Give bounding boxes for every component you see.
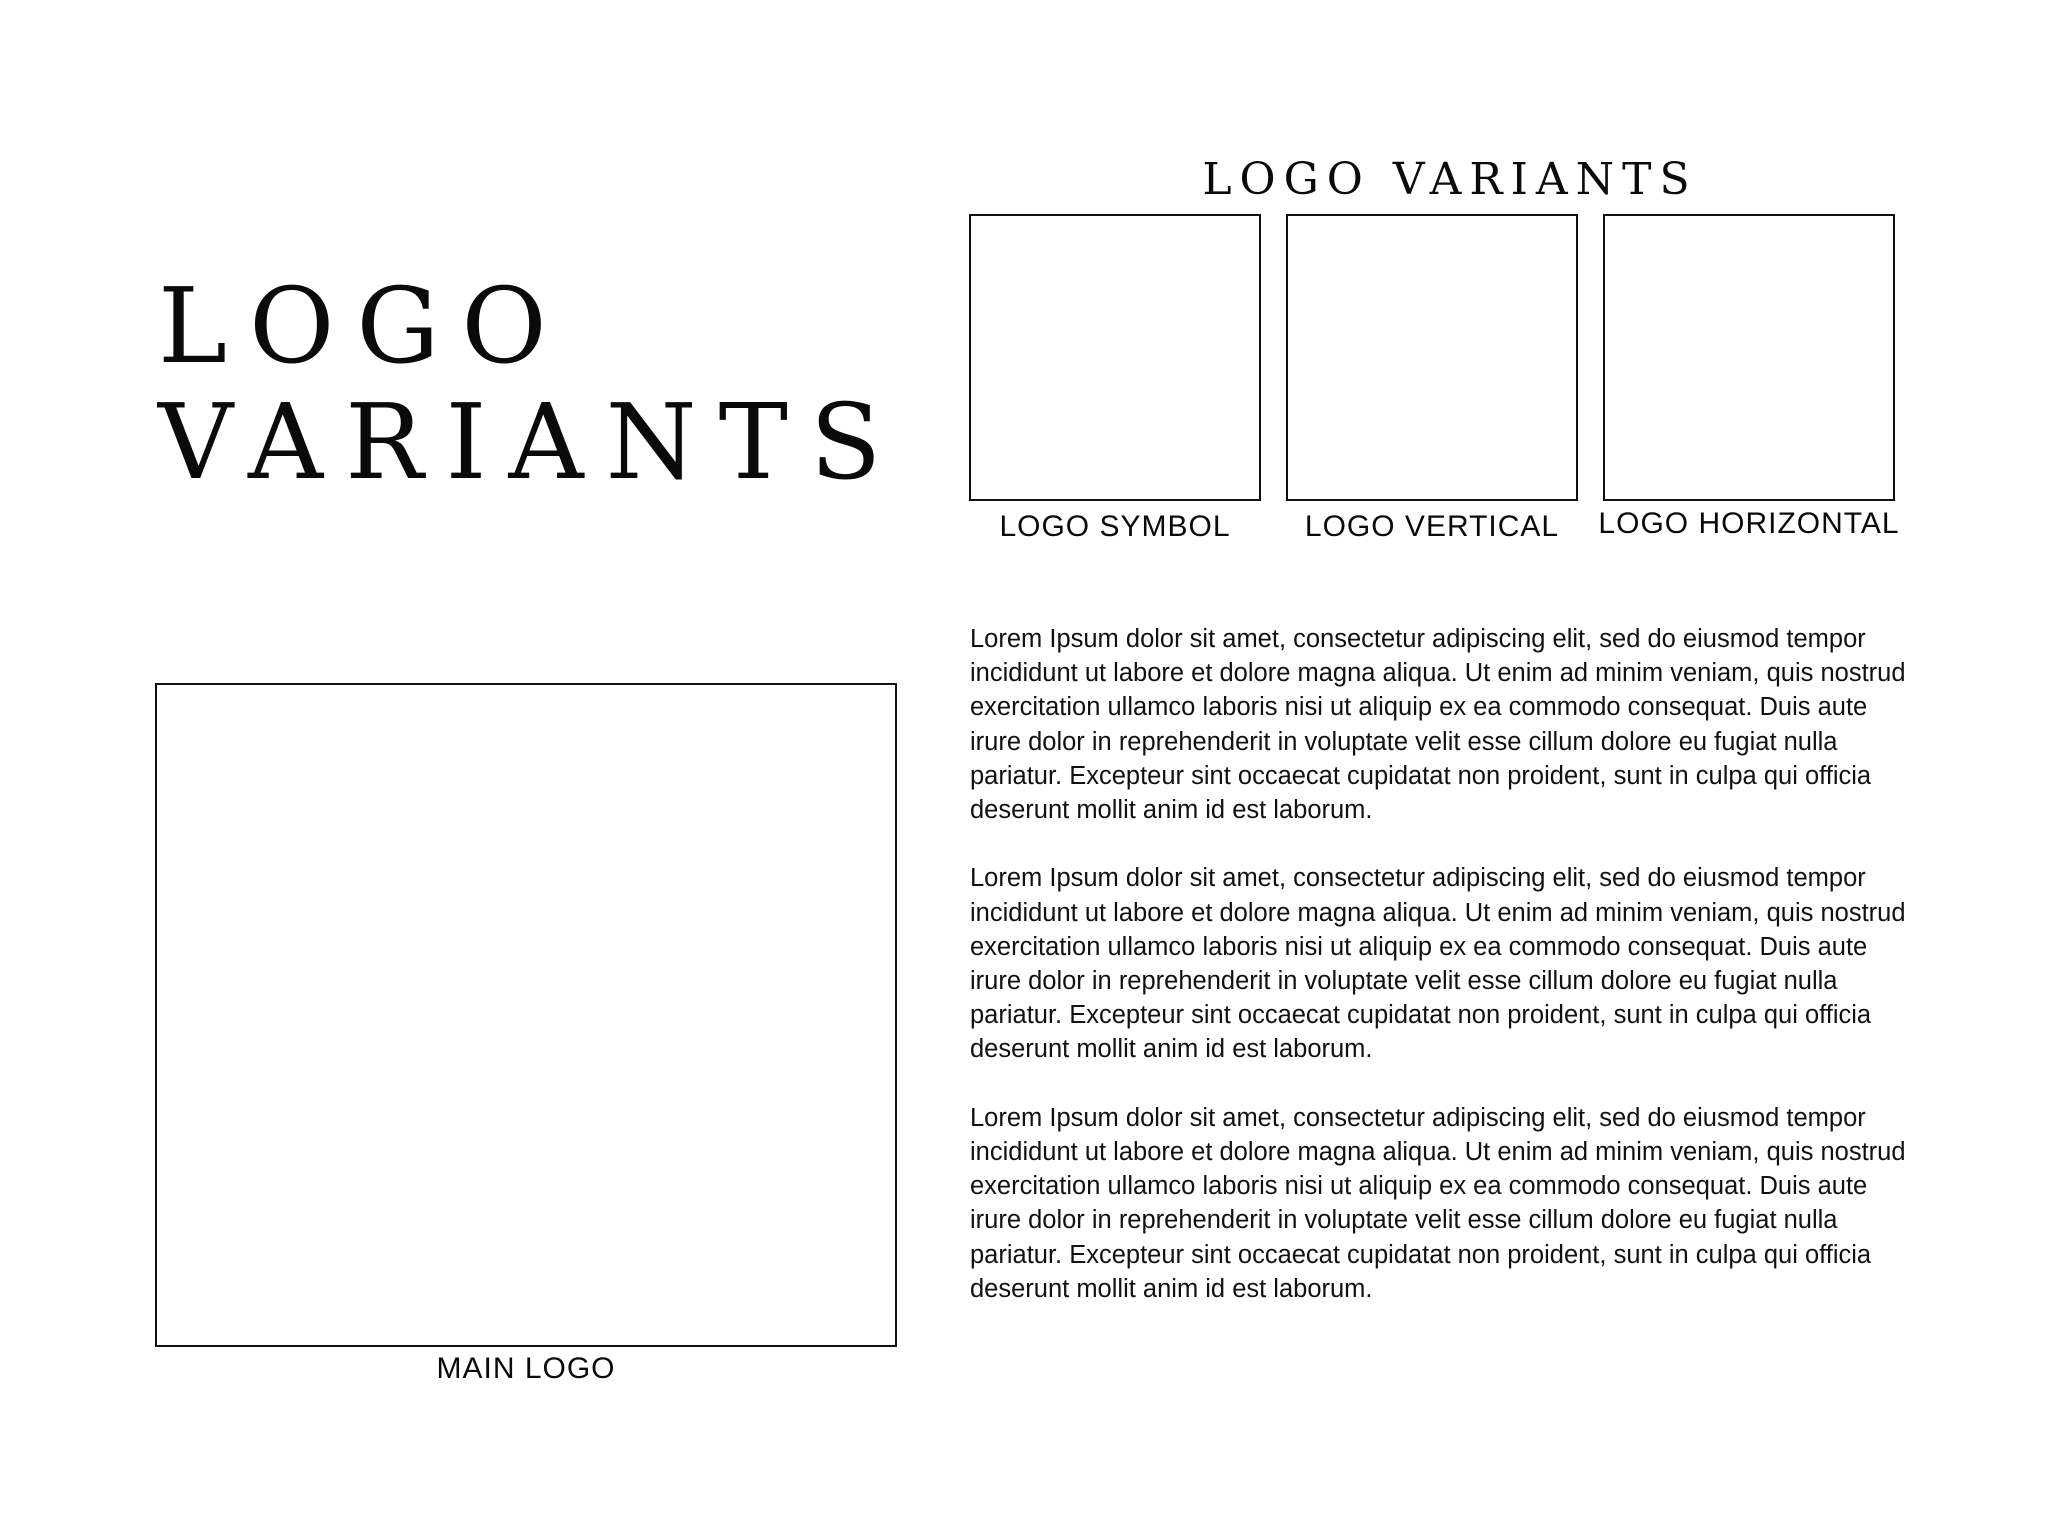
- page-title-line-2: VARIANTS: [158, 381, 904, 503]
- body-paragraph-2: Lorem Ipsum dolor sit amet, consectetur adipiscing elit, sed do eiusmod tempor incididunt ut labore et dolore magna aliqua. Ut enim ad minim veniam, quis nostrud exercitation ullamco laboris nisi ut aliquip ex ea commodo consequat. Duis aute irure dolor in reprehenderit in voluptate velit esse cillum dolore eu fugiat nulla pariatur. Excepteur sint occaecat cupidatat non proident, sunt in culpa qui officia deserunt mollit anim id est laborum.: [970, 864, 1906, 1064]
- logo-vertical-frame: [1286, 214, 1578, 501]
- main-logo-label: MAIN LOGO: [436, 1352, 616, 1385]
- logo-symbol-frame: [969, 214, 1261, 501]
- page-title: [158, 265, 904, 503]
- logo-symbol-label: LOGO SYMBOL: [999, 510, 1231, 543]
- logo-horizontal-frame: [1603, 214, 1895, 501]
- body-paragraph-3: Lorem Ipsum dolor sit amet, consectetur adipiscing elit, sed do eiusmod tempor incididunt ut labore et dolore magna aliqua. Ut enim ad minim veniam, quis nostrud exercitation ullamco laboris nisi ut aliquip ex ea commodo consequat. Duis aute irure dolor in reprehenderit in voluptate velit esse cillum dolore eu fugiat nulla pariatur. Excepteur sint occaecat cupidatat non proident, sunt in culpa qui officia deserunt mollit anim id est laborum.: [970, 1103, 1906, 1303]
- body-text: [970, 622, 1920, 1340]
- main-logo-frame: [155, 683, 897, 1347]
- logo-horizontal-label: LOGO HORIZONTAL: [1598, 507, 1900, 540]
- logo-vertical-label: LOGO VERTICAL: [1304, 510, 1560, 543]
- body-paragraph-1: Lorem Ipsum dolor sit amet, consectetur adipiscing elit, sed do eiusmod tempor incididunt ut labore et dolore magna aliqua. Ut enim ad minim veniam, quis nostrud exercitation ullamco laboris nisi ut aliquip ex ea commodo consequat. Duis aute irure dolor in reprehenderit in voluptate velit esse cillum dolore eu fugiat nulla pariatur. Excepteur sint occaecat cupidatat non proident, sunt in culpa qui officia deserunt mollit anim id est laborum.: [970, 625, 1906, 825]
- variants-heading: LOGO VARIANTS: [1202, 154, 1698, 205]
- page-title-line-1: LOGO: [158, 265, 569, 387]
